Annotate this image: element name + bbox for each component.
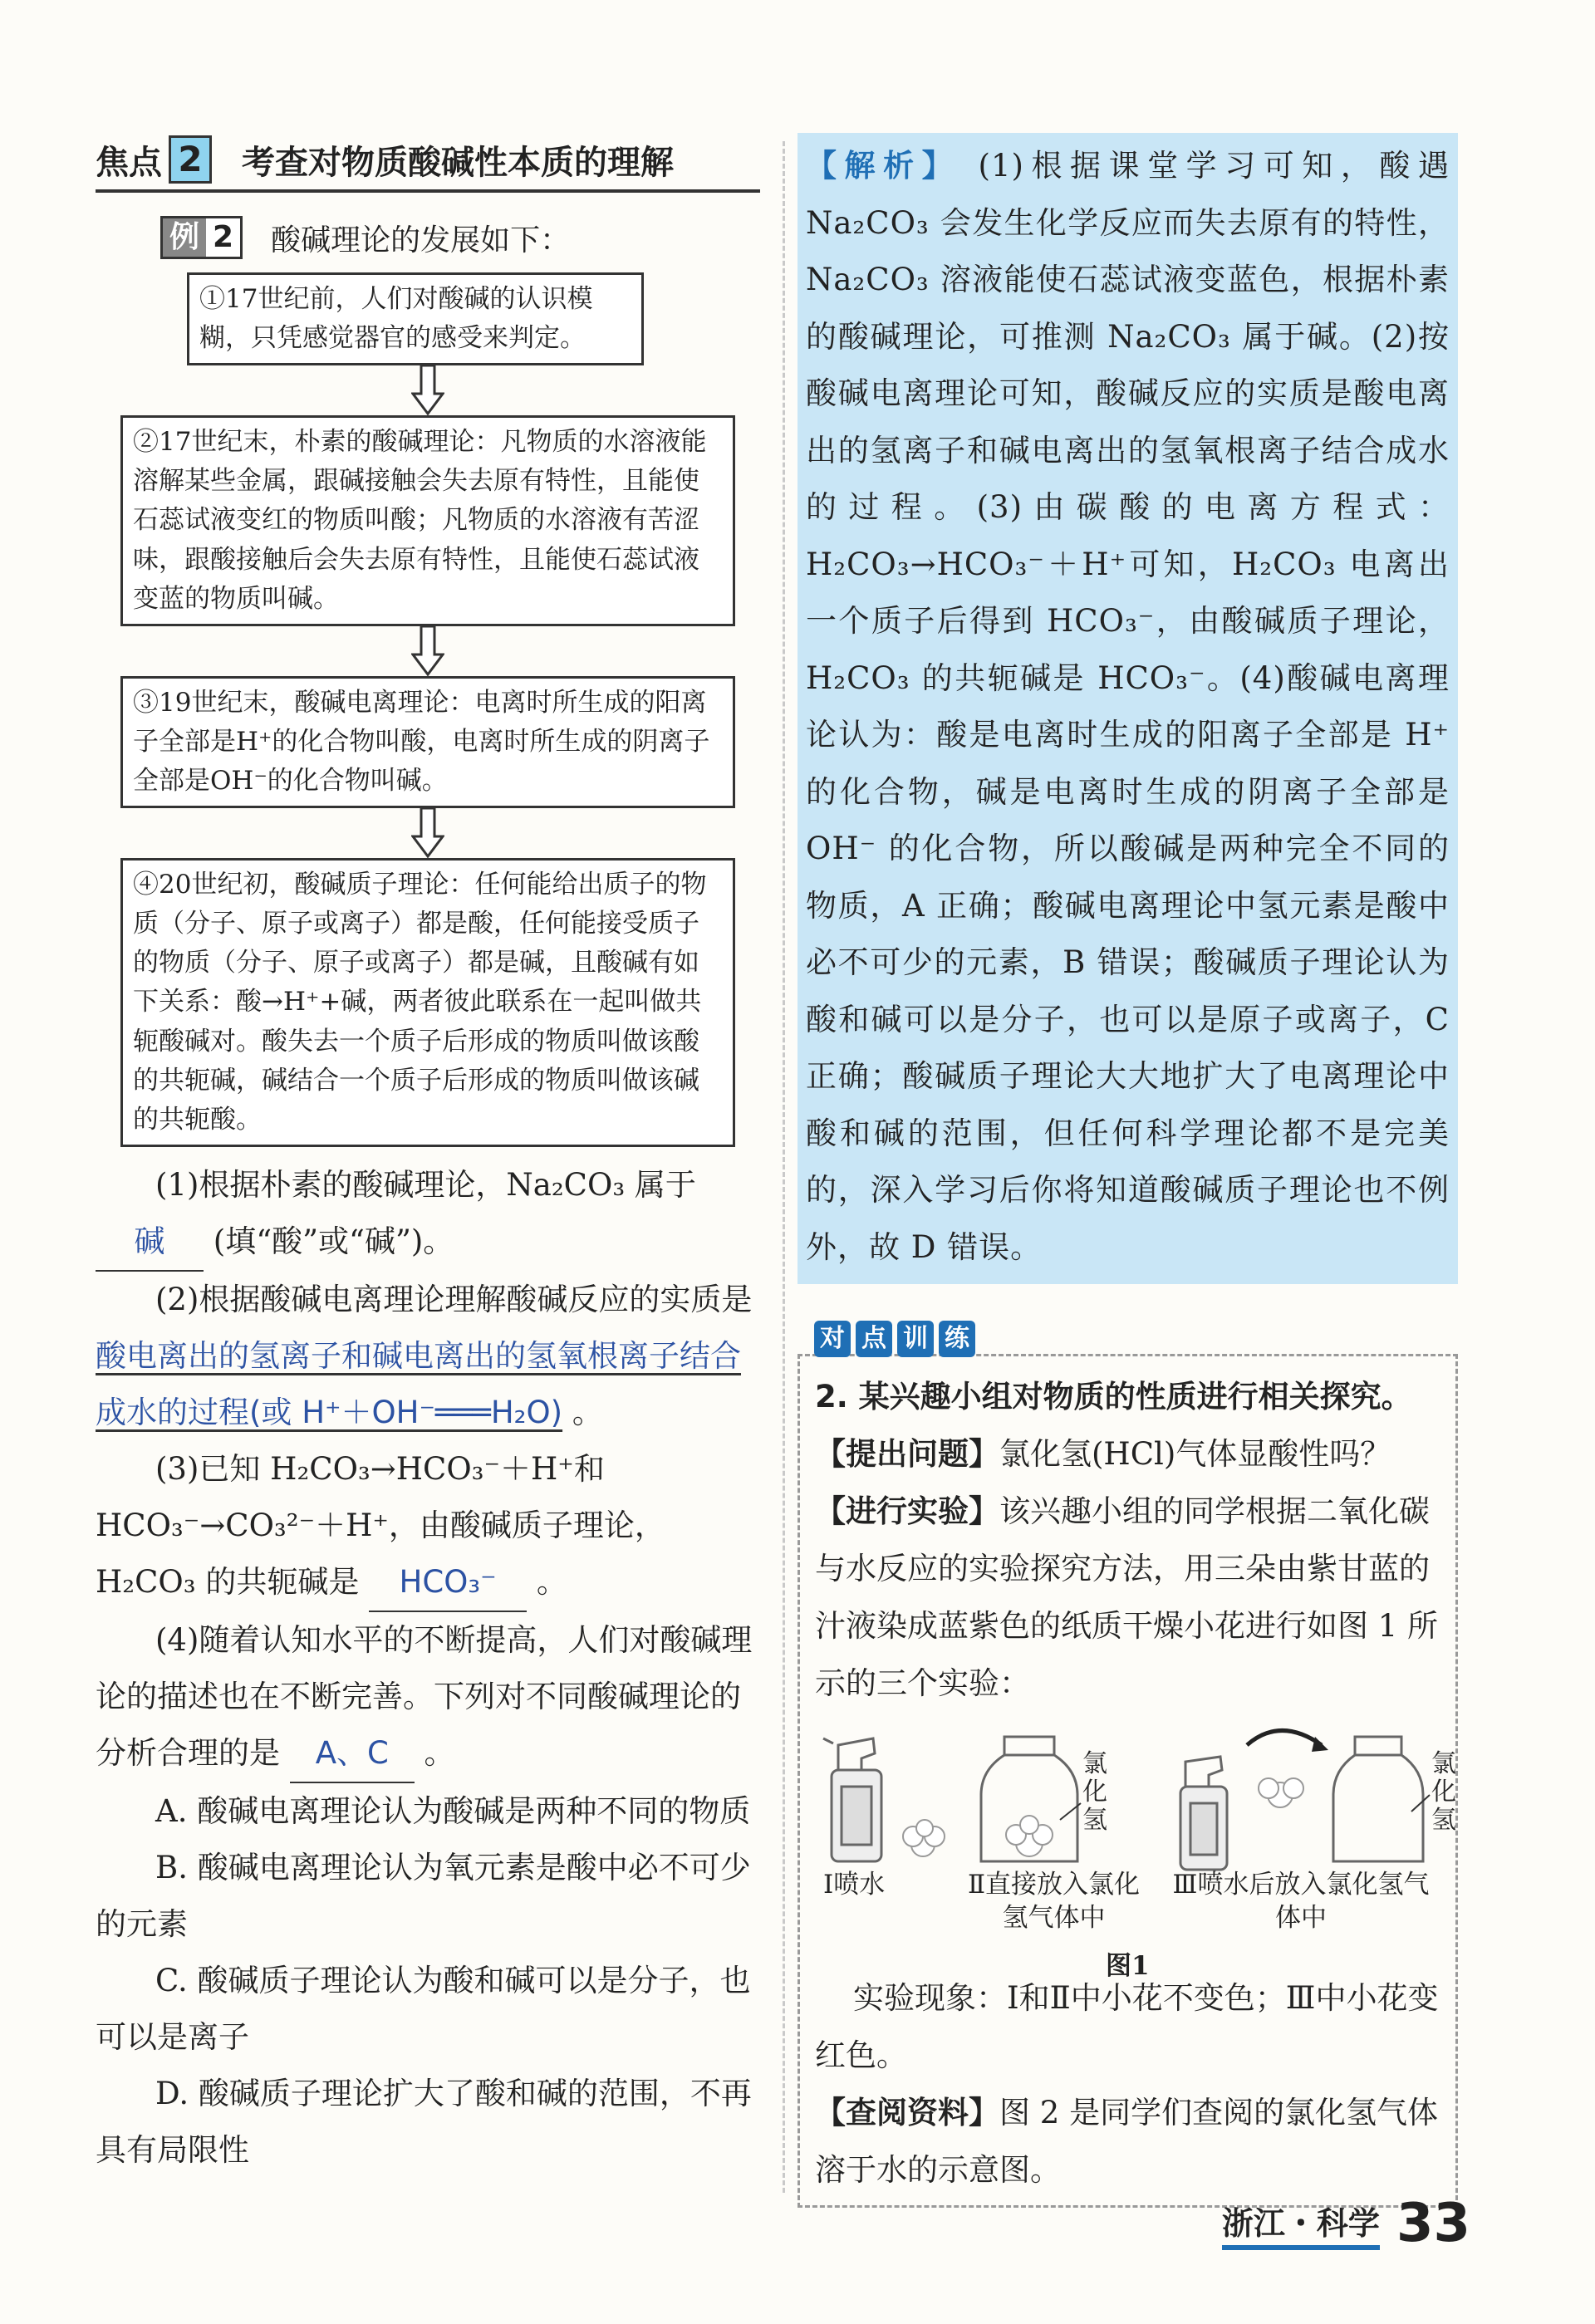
training-heading <box>814 1321 1458 1357</box>
curved-arrow-icon <box>1247 1731 1322 1746</box>
experiment-tag: 【进行实验】 <box>815 1493 999 1529</box>
analysis-box <box>798 133 1458 1284</box>
spray-bottle-icon <box>823 1738 881 1861</box>
right-column <box>798 133 1458 2208</box>
focus-label: 焦点 <box>96 143 162 182</box>
fig-label-2: Ⅱ直接放入氯化氢气体中 <box>967 1870 1141 1933</box>
flowchart <box>96 272 760 1147</box>
gas-label-ii: 氯化氢 <box>1082 1749 1107 1835</box>
training-box <box>798 1354 1458 2208</box>
question-1-answer: 碱 <box>96 1213 204 1272</box>
flow-box-3: ③19世纪末，酸碱电离理论：电离时所生成的阳离子全部是H⁺的化合物叫酸，电离时所生成的阴离子全部是OH⁻的化合物叫碱。 <box>120 676 735 808</box>
flower-icon <box>903 1820 945 1856</box>
flow-arrow-icon <box>96 365 760 415</box>
training-char-1: 对 <box>814 1321 851 1357</box>
training-reference <box>815 2084 1450 2199</box>
fig-label-1: Ⅰ喷水 <box>823 1870 886 1900</box>
experiment-text: 该兴趣小组的同学根据二氧化碳与水反应的实验探究方法，用三朵由紫甘蓝的汁液染成蓝紫色的纸质干燥小花进行如图 1 所示的三个实验： <box>815 1493 1439 1701</box>
gas-jar-icon <box>1333 1737 1423 1861</box>
phenomenon-text: 实验现象：Ⅰ和Ⅱ中小花不变色；Ⅲ中小花变红色。 <box>815 1980 1439 2073</box>
question-2-tail: 。 <box>572 1394 603 1430</box>
question-1-text: (1)根据朴素的酸碱理论，Na₂CO₃ 属于 <box>155 1166 696 1203</box>
question-3 <box>96 1441 760 1612</box>
example-intro: 酸碱理论的发展如下： <box>271 223 571 257</box>
flow-arrow-icon <box>96 808 760 858</box>
left-column <box>96 133 760 2179</box>
example-badge <box>160 216 243 259</box>
analysis-text: (1)根据课堂学习可知，酸遇 Na₂CO₃ 会发生化学反应而失去原有的特性，Na₂CO₃ 溶液能使石蕊试液变蓝色，根据朴素的酸碱理论，可推测 Na₂CO₃ 属于碱。(2)按酸碱电离理论可知，酸碱反应的实质是酸电离出的氢离子和碱电离出的氢氧根离子结合成水的过程。(3)由碳酸的电离方程式：H₂CO₃→HCO₃⁻＋H⁺可知，H₂CO₃ 电离出一个质子后得到 HCO₃⁻，由酸碱质子理论，H₂CO₃ 的共轭碱是 HCO₃⁻。(4)酸碱电离理论认为：酸是电离时生成的阳离子全部是 H⁺ 的化合物，碱是电离时生成的阴离子全部是 OH⁻ 的化合物，所以酸碱是两种完全不同的物质，A 正确；酸碱电离理论中氢元素是酸中必不可少的元素，B 错误；酸碱质子理论认为酸和碱可以是分子，也可以是原子或离子，C 正确；酸碱质子理论大大地扩大了电离理论中酸和碱的范围，但任何科学理论都不是完美的，深入学习后你将知道酸碱质子理论也不例外，故 D 错误。 <box>806 148 1450 1265</box>
figure-1 <box>815 1720 1456 1981</box>
page-number: 33 <box>1396 2193 1470 2254</box>
question-4 <box>96 1612 760 1783</box>
question-2 <box>96 1272 760 1441</box>
question-2-answer: 酸电离出的氢离子和碱电离出的氢氧根离子结合成水的过程(或 H⁺＋OH⁻═══H₂O) <box>96 1337 741 1430</box>
flow-arrow-icon <box>96 626 760 676</box>
questions <box>96 1157 760 2179</box>
training-question-intro: 2. 某兴趣小组对物质的性质进行相关探究。 <box>815 1379 1412 1415</box>
example-number: 2 <box>206 218 240 257</box>
option-c: C. 酸碱质子理论认为酸和碱可以是分子，也可以是离子 <box>96 1962 751 2055</box>
gas-label-iii: 氯化氢 <box>1431 1749 1456 1835</box>
training-problem <box>815 1425 1450 1483</box>
book-name: 浙江・科学 <box>1222 2198 1380 2250</box>
question-4-answer: A、C <box>290 1725 415 1783</box>
focus-heading <box>96 133 760 193</box>
column-divider <box>783 141 785 2193</box>
question-3-text: (3)已知 H₂CO₃→HCO₃⁻＋H⁺和 HCO₃⁻→CO₃²⁻＋H⁺，由酸碱质子理论，H₂CO₃ 的共轭碱是 <box>96 1450 665 1600</box>
reference-text: 图 2 是同学们查阅的氯化氢气体溶于水的示意图。 <box>815 2095 1439 2188</box>
training-experiment <box>815 1483 1450 1712</box>
question-4-text: (4)随着认知水平的不断提高，人们对酸碱理论的描述也在不断完善。下列对不同酸碱理论的分析合理的是 <box>96 1621 753 1771</box>
question-3-tail: 。 <box>536 1563 567 1600</box>
page-footer <box>1222 2193 1470 2254</box>
spray-bottle-icon <box>1180 1757 1227 1870</box>
focus-title: 考查对物质酸碱性本质的理解 <box>242 143 674 182</box>
example-heading <box>96 213 760 262</box>
example-label: 例 <box>163 218 206 257</box>
flow-box-2: ②17世纪末，朴素的酸碱理论：凡物质的水溶液能溶解某些金属，跟碱接触会失去原有特性，且能使石蕊试液变红的物质叫酸；凡物质的水溶液有苦涩味，跟酸接触后会失去原有特性，且能使石蕊试液变蓝的物质叫碱。 <box>120 415 735 626</box>
training-char-2: 点 <box>856 1321 892 1357</box>
problem-tag: 【提出问题】 <box>815 1436 999 1472</box>
flow-box-4: ④20世纪初，酸碱质子理论：任何能给出质子的物质（分子、原子或离子）都是酸，任何能接受质子的物质（分子、原子或离子）都是碱，且酸碱有如下关系：酸→H⁺+碱，两者彼此联系在一起叫做共轭酸碱对。酸失去一个质子后形成的物质叫做该酸的共轭碱，碱结合一个质子后形成的物质叫做该碱的共轭酸。 <box>120 858 735 1147</box>
problem-text: 氯化氢(HCl)气体显酸性吗？ <box>999 1436 1391 1472</box>
focus-number-badge: 2 <box>169 135 212 184</box>
option-b: B. 酸碱电离理论认为氧元素是酸中必不可少的元素 <box>96 1849 751 1942</box>
question-1-tail: (填“酸”或“碱”)。 <box>213 1223 454 1259</box>
option-d: D. 酸碱质子理论扩大了酸和碱的范围，不再具有局限性 <box>96 2075 752 2168</box>
training-char-3: 训 <box>897 1321 934 1357</box>
training-char-4: 练 <box>939 1321 975 1357</box>
question-2-text: (2)根据酸碱电离理论理解酸碱反应的实质是 <box>155 1281 753 1317</box>
reference-tag: 【查阅资料】 <box>815 2095 999 2130</box>
flow-box-1: ①17世纪前，人们对酸碱的认识模糊，只凭感觉器官的感受来判定。 <box>187 272 644 365</box>
question-4-tail: 。 <box>424 1734 455 1771</box>
figure-caption: 图1 <box>1106 1951 1150 1981</box>
flower-icon <box>1006 1816 1053 1856</box>
flower-icon <box>1259 1778 1303 1807</box>
option-a: A. 酸碱电离理论认为酸碱是两种不同的物质 <box>155 1792 751 1829</box>
fig-label-3: Ⅲ喷水后放入氯化氢气体中 <box>1172 1870 1430 1933</box>
analysis-tag: 【解析】 <box>806 148 961 184</box>
question-3-answer: HCO₃⁻ <box>369 1554 527 1612</box>
question-1 <box>96 1157 760 1272</box>
